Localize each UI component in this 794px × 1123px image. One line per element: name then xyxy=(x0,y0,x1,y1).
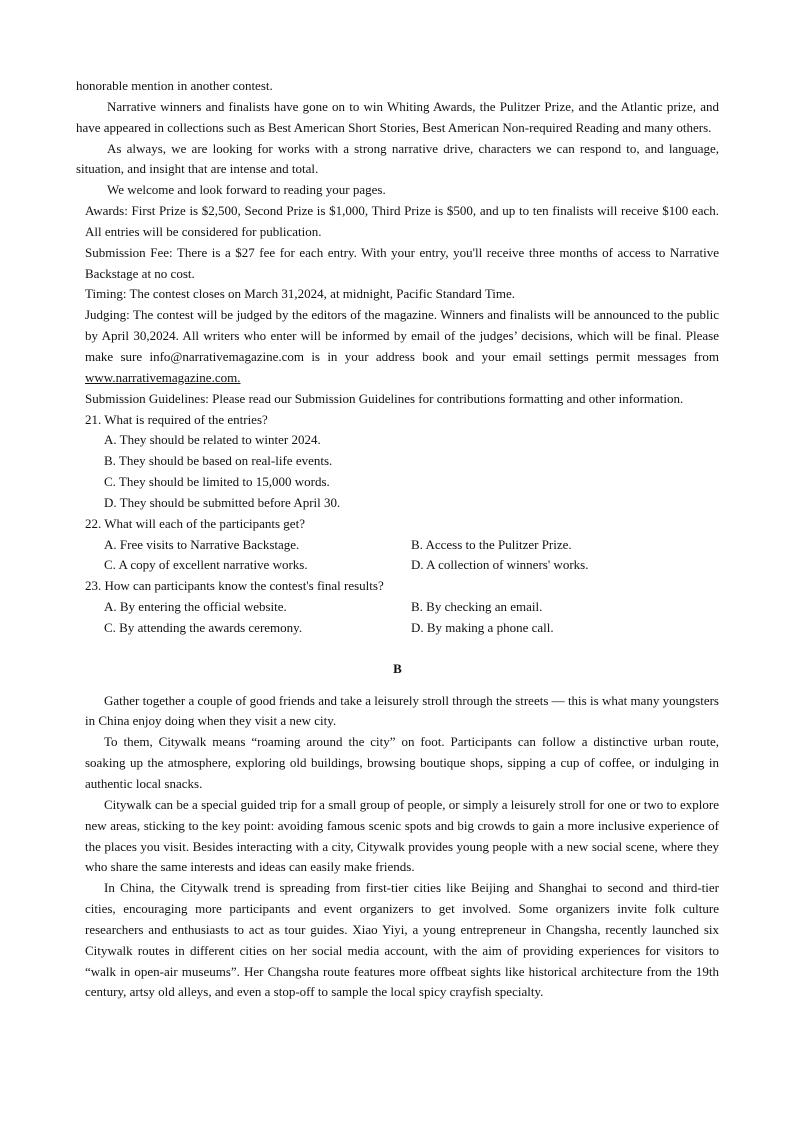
magazine-link[interactable]: www.narrativemagazine.com. xyxy=(85,369,241,385)
option: C. They should be limited to 15,000 words. xyxy=(104,474,330,490)
option: D. By making a phone call. xyxy=(411,619,554,635)
option: C. By attending the awards ceremony. xyxy=(104,619,303,635)
fee-info: Submission Fee: There is a $27 fee for each entry. With your entry, you'll receive three months of access to Narrative Backstage at no cost. xyxy=(85,244,719,281)
paragraph: In China, the Citywalk trend is spreading from first-tier cities like Beijing and Shanghai to second and third-tier cities, encouraging more participants and event organizers to get involved. Some organizers invite folk culture researchers and enthusiasts to act as tour guides. Xiao Yiyi, a young entrepreneur in Changsha, recently launched six Citywalk routes in different cities on her social media account, with the aim of providing experiences for visitors to “walk in open-air museums”. Her Changsha route features more offbeat sights like historical architecture from the 19th century, artsy old alleys, and even a stop-off to sample the local spicy crayfish specialty. xyxy=(85,880,719,1000)
question-stem: 23. How can participants know the contest's final results? xyxy=(85,578,384,594)
paragraph: Narrative winners and finalists have gone on to win Whiting Awards, the Pulitzer Prize, and the Atlantic prize, and have appeared in collections such as Best American Short Stories, Best American Non-required Reading and many others. xyxy=(76,98,719,135)
paragraph: honorable mention in another contest. xyxy=(76,78,273,93)
option: D. A collection of winners' works. xyxy=(411,557,589,573)
guidelines-info: Submission Guidelines: Please read our Submission Guidelines for contributions formatting and other information. xyxy=(85,390,684,406)
option: B. Access to the Pulitzer Prize. xyxy=(411,536,572,552)
judging-info xyxy=(76,305,719,388)
question-23 xyxy=(76,576,719,639)
passage-b xyxy=(76,691,719,1004)
paragraph: Citywalk can be a special guided trip for a small group of people, or simply a leisurely stroll for one or two to explore new areas, sticking to the key point: avoiding famous scenic spots and big crowds to gain a more inclusive experience of the places you visit. Besides interacting with a city, Citywalk provides young people with a new social scene, where they who share the same interests and ideas can easily make friends. xyxy=(85,796,719,875)
paragraph: We welcome and look forward to reading your pages. xyxy=(107,182,386,198)
question-stem: 21. What is required of the entries? xyxy=(85,411,268,427)
section-heading: B xyxy=(393,660,402,676)
page-content xyxy=(76,76,719,1003)
option: C. A copy of excellent narrative works. xyxy=(104,557,308,573)
option: B. By checking an email. xyxy=(411,599,543,615)
paragraph: Gather together a couple of good friends and take a leisurely stroll through the streets — this is what many youngsters in China enjoy doing when they visit a new city. xyxy=(85,692,719,729)
awards-info: Awards: First Prize is $2,500, Second Prize is $1,000, Third Prize is $500, and up to ten finalists will receive $100 each. All entries will be considered for publication. xyxy=(85,203,719,239)
judging-text: Judging: The contest will be judged by the editors of the magazine. Winners and finalists will be announced to the public by April 30,2024. All writers who enter will be informed by email of the judges’ decisions, which will be final. Please make sure info@narrativemagazine.com is in your address book and your email settings permit messages from xyxy=(85,307,719,364)
timing-info: Timing: The contest closes on March 31,2024, at midnight, Pacific Standard Time. xyxy=(85,286,516,302)
question-22 xyxy=(76,514,719,577)
option: D. They should be submitted before April 30. xyxy=(104,494,341,510)
option: A. By entering the official website. xyxy=(104,599,287,615)
paragraph: To them, Citywalk means “roaming around the city” on foot. Participants can follow a distinctive urban route, soaking up the atmosphere, exploring old buildings, browsing boutique shops, sipping a cup of coffee, or indulging in authentic local snacks. xyxy=(85,734,719,791)
question-21 xyxy=(76,410,719,514)
option: B. They should be based on real-life events. xyxy=(104,453,333,469)
option: A. Free visits to Narrative Backstage. xyxy=(104,536,300,552)
option: A. They should be related to winter 2024. xyxy=(104,432,321,448)
question-stem: 22. What will each of the participants get? xyxy=(85,515,305,531)
paragraph: As always, we are looking for works with a strong narrative drive, characters we can respond to, and language, situation, and insight that are intense and total. xyxy=(76,140,719,177)
